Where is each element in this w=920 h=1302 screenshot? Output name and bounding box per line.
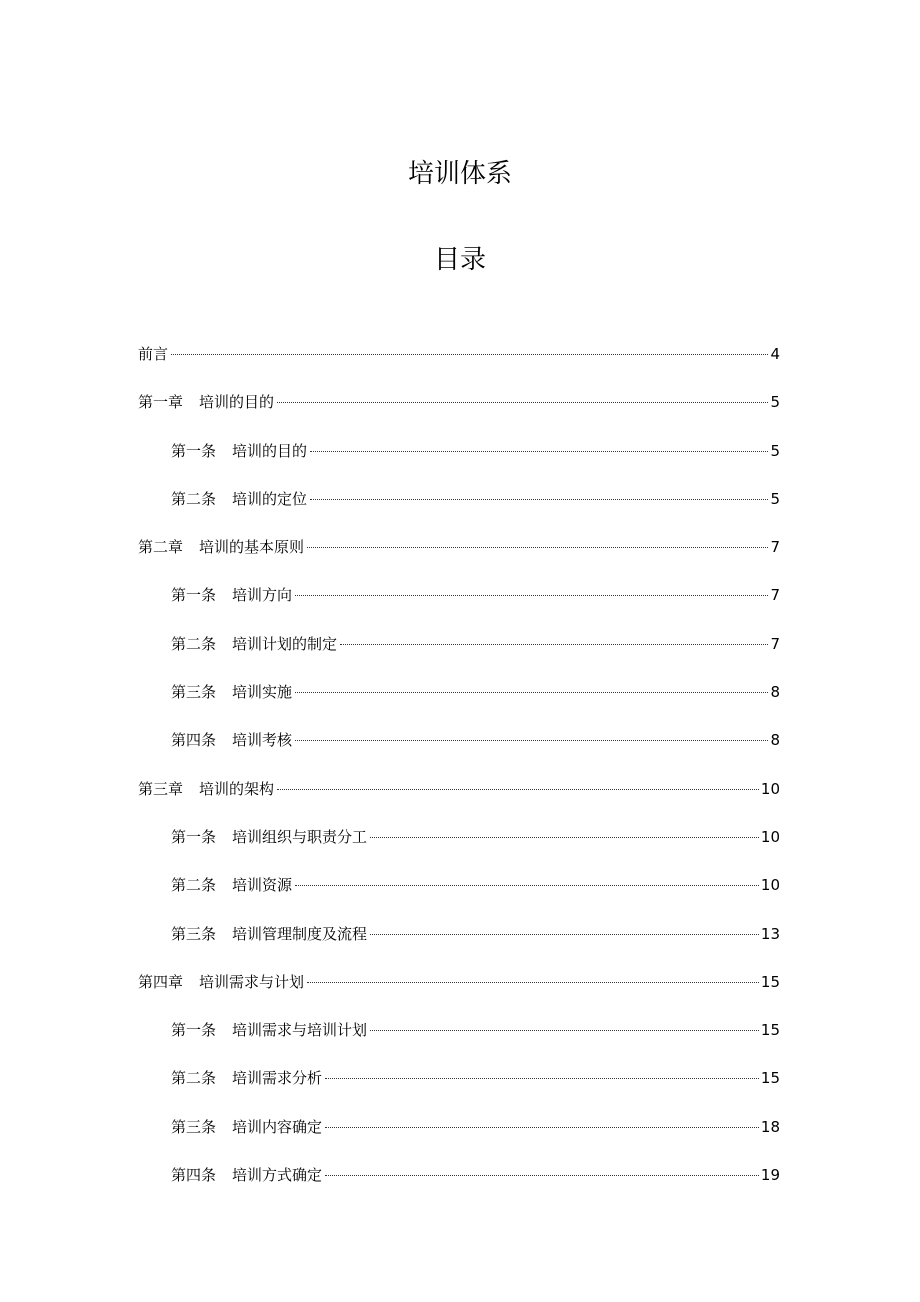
toc-entry[interactable] — [138, 728, 780, 776]
toc-dot-leader — [295, 595, 768, 596]
toc-dot-leader — [310, 451, 768, 452]
toc-dot-leader — [370, 837, 759, 838]
toc-entry[interactable] — [138, 1163, 780, 1211]
toc-dot-leader — [370, 934, 759, 935]
toc-entry-number: 第一条 — [171, 827, 217, 846]
toc-entry-page-number: 7 — [770, 634, 780, 653]
toc-entry-page-number: 7 — [770, 538, 780, 557]
toc-entry[interactable] — [138, 922, 780, 970]
toc-entry-number: 第三条 — [171, 924, 217, 943]
toc-dot-leader — [310, 499, 768, 500]
toc-dot-leader — [307, 547, 768, 548]
document-title: 培训体系 — [407, 159, 512, 189]
toc-entry-title: 培训的基本原则 — [199, 538, 305, 557]
toc-entry-page-number: 15 — [760, 1069, 780, 1088]
toc-heading: 目录 — [433, 245, 486, 275]
toc-entry-page-number: 15 — [760, 972, 780, 991]
toc-entry-title: 培训的架构 — [199, 779, 275, 798]
toc-dot-leader — [277, 789, 759, 790]
toc-entry-title: 培训需求与培训计划 — [232, 1021, 368, 1040]
toc-entry-title: 培训的目的 — [232, 441, 308, 460]
toc-entry-title: 培训的目的 — [199, 393, 275, 412]
toc-entry-page-number: 19 — [760, 1166, 780, 1185]
toc-entry[interactable] — [138, 873, 780, 921]
toc-entry-title: 培训管理制度及流程 — [232, 924, 368, 943]
toc-entry-number: 第二条 — [171, 1069, 217, 1088]
toc-entry-title: 培训计划的制定 — [232, 634, 338, 653]
toc-entry-title: 培训考核 — [232, 731, 293, 750]
toc-dot-leader — [340, 644, 768, 645]
toc-entry-number: 第二章 — [138, 538, 184, 557]
toc-dot-leader — [325, 1078, 759, 1079]
toc-entry-page-number: 7 — [770, 586, 780, 605]
toc-entry-page-number: 13 — [760, 924, 780, 943]
toc-entry-number: 第三章 — [138, 779, 184, 798]
toc-entry-title: 培训资源 — [232, 876, 293, 895]
toc-entry[interactable] — [138, 342, 780, 390]
toc-entry-page-number: 4 — [770, 345, 780, 363]
toc-dot-leader — [325, 1127, 759, 1128]
toc-dot-leader — [307, 982, 759, 983]
toc-entry-number: 第一条 — [171, 1021, 217, 1040]
toc-entry-page-number: 8 — [770, 731, 780, 750]
toc-entry-title: 培训的定位 — [232, 489, 308, 508]
toc-entry-page-number: 5 — [770, 489, 780, 508]
toc-entry[interactable] — [138, 777, 780, 825]
toc-entry[interactable] — [138, 825, 780, 873]
toc-dot-leader — [325, 1175, 759, 1176]
toc-entry-number: 第四条 — [171, 731, 217, 750]
toc-entry[interactable] — [138, 1066, 780, 1114]
toc-entry[interactable] — [138, 1115, 780, 1163]
toc-entry-title: 培训需求与计划 — [199, 972, 305, 991]
toc-dot-leader — [277, 402, 768, 403]
toc-entry[interactable] — [138, 439, 780, 487]
toc-entry[interactable] — [138, 535, 780, 583]
toc-entry-number: 第一章 — [138, 393, 184, 412]
toc-dot-leader — [295, 692, 768, 693]
toc-entry-page-number: 18 — [760, 1117, 780, 1136]
toc-entry-number: 第三条 — [171, 1117, 217, 1136]
toc-entry-page-number: 15 — [760, 1021, 780, 1040]
toc-dot-leader — [370, 1030, 759, 1031]
toc-entry-title: 前言 — [138, 345, 169, 363]
toc-entry[interactable] — [138, 632, 780, 680]
toc-entry-title: 培训实施 — [232, 683, 293, 702]
toc-dot-leader — [295, 885, 759, 886]
toc-entry-number: 第一条 — [171, 586, 217, 605]
toc-dot-leader — [171, 354, 768, 355]
toc-entry-number: 第二条 — [171, 489, 217, 508]
toc-entry-number: 第二条 — [171, 876, 217, 895]
toc-entry-number: 第四章 — [138, 972, 184, 991]
toc-entry[interactable] — [138, 583, 780, 631]
table-of-contents — [138, 342, 780, 1211]
toc-entry-page-number: 5 — [770, 441, 780, 460]
toc-entry-page-number: 10 — [760, 876, 780, 895]
toc-entry-page-number: 5 — [770, 393, 780, 412]
toc-entry-number: 第二条 — [171, 634, 217, 653]
toc-entry[interactable] — [138, 970, 780, 1018]
toc-dot-leader — [295, 740, 768, 741]
toc-entry-number: 第三条 — [171, 683, 217, 702]
toc-entry-page-number: 8 — [770, 683, 780, 702]
toc-entry-page-number: 10 — [760, 779, 780, 798]
toc-entry-title: 培训组织与职责分工 — [232, 827, 368, 846]
toc-entry-page-number: 10 — [760, 827, 780, 846]
toc-entry-number: 第一条 — [171, 441, 217, 460]
toc-entry[interactable] — [138, 1018, 780, 1066]
toc-entry[interactable] — [138, 390, 780, 438]
toc-entry[interactable] — [138, 680, 780, 728]
toc-entry-title: 培训方向 — [232, 586, 293, 605]
toc-entry-title: 培训内容确定 — [232, 1117, 323, 1136]
toc-entry-number: 第四条 — [171, 1166, 217, 1185]
toc-entry[interactable] — [138, 487, 780, 535]
toc-entry-title: 培训需求分析 — [232, 1069, 323, 1088]
toc-entry-title: 培训方式确定 — [232, 1166, 323, 1185]
